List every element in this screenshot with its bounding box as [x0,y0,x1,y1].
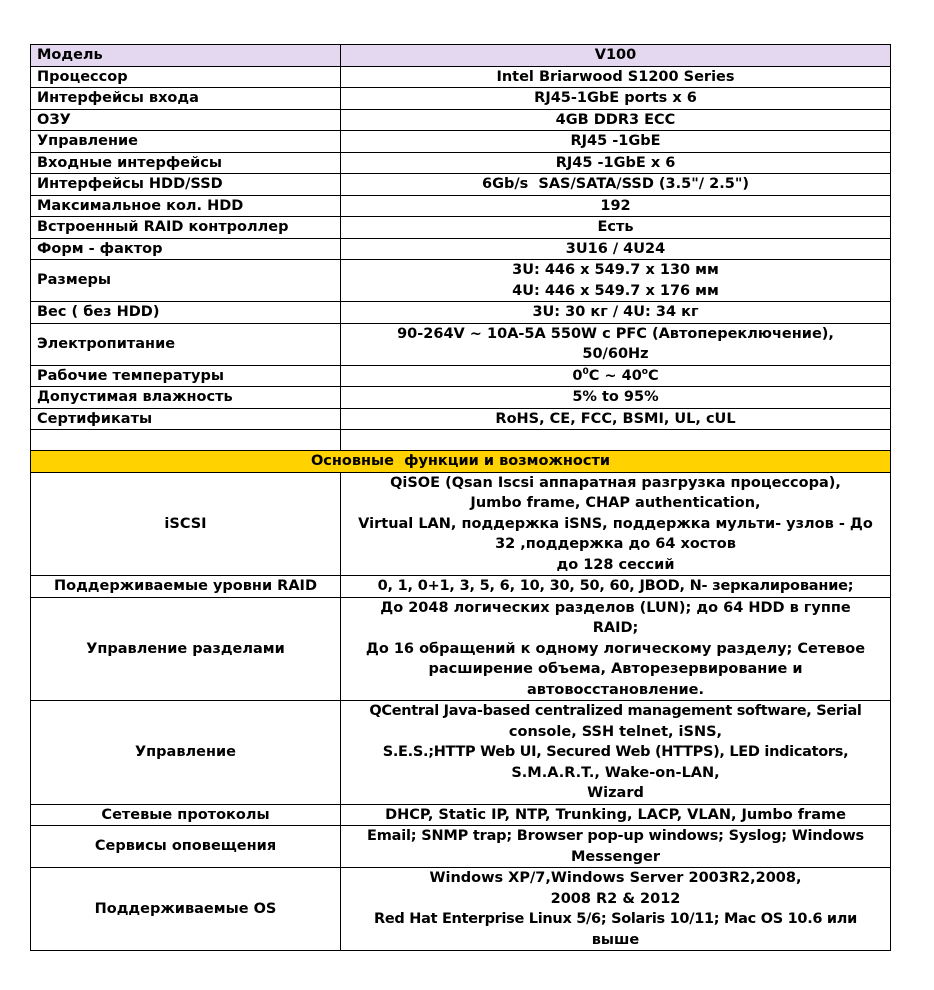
raid-value: 0, 1, 0+1, 3, 5, 6, 10, 30, 50, 60, JBOD, N- зеркалирование; [341,576,891,598]
weight-label: Вес ( без HDD) [31,302,341,324]
spec-row [31,238,891,260]
spec-row [31,109,891,131]
temperature-label: Рабочие температуры [31,365,341,387]
iscsi-line: 32 ,поддержка до 64 хостов [495,536,736,552]
spec-value: RJ45-1GbE ports x 6 [341,88,891,110]
os-line: выше [591,931,640,948]
spec-label: Встроенный RAID контроллер [31,217,341,239]
spec-label: Управление [31,131,341,153]
dimensions-value [341,260,891,302]
network-value: DHCP, Static IP, NTP, Trunking, LACP, VLAN, Jumbo frame [341,804,891,826]
spec-value: Есть [341,217,891,239]
os-line: Red Hat Enterprise Linux 5/6; Solaris 10/11; Mac OS 10.6 или [374,911,857,927]
dimensions-label: Размеры [31,260,341,302]
notifications-label: Сервисы оповещения [31,826,341,868]
spec-value: 192 [341,195,891,217]
network-label: Сетевые протоколы [31,804,341,826]
header-label: Модель [31,45,341,67]
raid-label: Поддерживаемые уровни RAID [31,576,341,598]
blank-cell [31,430,341,451]
notifications-line: Messenger [570,848,661,865]
iscsi-line: Jumbo frame, CHAP authentication, [470,495,761,511]
spec-value: Intel Briarwood S1200 Series [341,66,891,88]
spec-label: Процессор [31,66,341,88]
notifications-line: Email; SNMP trap; Browser pop-up windows; Syslog; Windows [367,828,864,844]
humidity-row [31,387,891,409]
dimensions-line: 3U: 446 x 549.7 x 130 мм [512,262,719,278]
os-row [31,868,891,951]
spec-label: Форм - фактор [31,238,341,260]
power-label: Электропитание [31,323,341,365]
spec-label: Интерфейсы HDD/SSD [31,174,341,196]
volumes-label: Управление разделами [31,597,341,701]
iscsi-line: до 128 сессий [556,556,675,573]
management-label: Управление [31,701,341,805]
spec-label: ОЗУ [31,109,341,131]
spec-value: RJ45 -1GbE [341,131,891,153]
power-value [341,323,891,365]
raid-row [31,576,891,598]
management-line: S.E.S.;HTTP Web UI, Secured Web (HTTPS), LED indicators, [382,744,849,760]
weight-row [31,302,891,324]
volumes-line: RAID; [592,620,639,636]
iscsi-label: iSCSI [31,472,341,576]
humidity-label: Допустимая влажность [31,387,341,409]
management-value [341,701,891,805]
temp-unit: C [647,367,659,384]
temperature-row [31,365,891,387]
os-line: Windows XP/7,Windows Server 2003R2,2008, [429,870,802,886]
spec-label: Максимальное кол. HDD [31,195,341,217]
management-line: Wizard [587,785,644,801]
blank-cell [341,430,891,451]
management-line: S.M.A.R.T., Wake-on-LAN, [511,764,720,781]
notifications-value [341,826,891,868]
dimensions-line: 4U: 446 x 549.7 x 176 мм [512,282,719,299]
blank-row [31,430,891,451]
spec-row [31,217,891,239]
iscsi-value [341,472,891,576]
temp-from-degree: 0 [582,366,589,377]
power-line: 90-264V ~ 10A-5A 550W с PFC (Автопереключение), [397,325,834,342]
volumes-value [341,597,891,701]
management-line: console, SSH telnet, iSNS, [508,723,723,740]
header-value: V100 [341,45,891,67]
humidity-value: 5% to 95% [341,387,891,409]
header-row [31,45,891,67]
spec-table [30,44,891,951]
volumes-line: До 16 обращений к одному логическому разделу; Сетевое [365,640,866,657]
volumes-line: расширение объема, Авторезервирование и [428,661,803,677]
spec-label: Входные интерфейсы [31,152,341,174]
section-header-row [31,451,891,473]
management-line: QCentral Java-based centralized management software, Serial [369,703,862,719]
certificates-value: RoHS, CE, FCC, BSMI, UL, cUL [341,408,891,430]
os-line: 2008 R2 & 2012 [550,890,681,907]
iscsi-line: Virtual LAN, поддержка iSNS, поддержка мульти- узлов - До [358,515,873,532]
spec-value: 3U16 / 4U24 [341,238,891,260]
volumes-row [31,597,891,701]
iscsi-row [31,472,891,576]
spec-value: 6Gb/s SAS/SATA/SSD (3.5"/ 2.5") [341,174,891,196]
spec-value: 4GB DDR3 ECC [341,109,891,131]
dimensions-row [31,260,891,302]
network-row [31,804,891,826]
notifications-row [31,826,891,868]
temp-to-degree: o [641,366,648,377]
spec-value: RJ45 -1GbE x 6 [341,152,891,174]
spec-row [31,66,891,88]
spec-row [31,88,891,110]
volumes-line: До 2048 логических разделов (LUN); до 64 HDD в гуппе [380,599,851,616]
os-value [341,868,891,951]
temperature-value [341,365,891,387]
certificates-row [31,408,891,430]
iscsi-line: QiSOE (Qsan Iscsi аппаратная разгрузка процессора), [390,474,841,491]
section-title: Основные функции и возможности [31,451,891,473]
management-row [31,701,891,805]
power-row [31,323,891,365]
power-line: 50/60Hz [582,346,649,362]
spec-label: Интерфейсы входа [31,88,341,110]
spec-row [31,195,891,217]
spec-row [31,131,891,153]
spec-row [31,152,891,174]
weight-value: 3U: 30 кг / 4U: 34 кг [341,302,891,324]
volumes-line: автовосстановление. [527,681,704,698]
os-label: Поддерживаемые OS [31,868,341,951]
temp-from: 0 [572,367,583,384]
certificates-label: Сертификаты [31,408,341,430]
temp-mid: C ~ 40 [588,367,642,384]
spec-row [31,174,891,196]
